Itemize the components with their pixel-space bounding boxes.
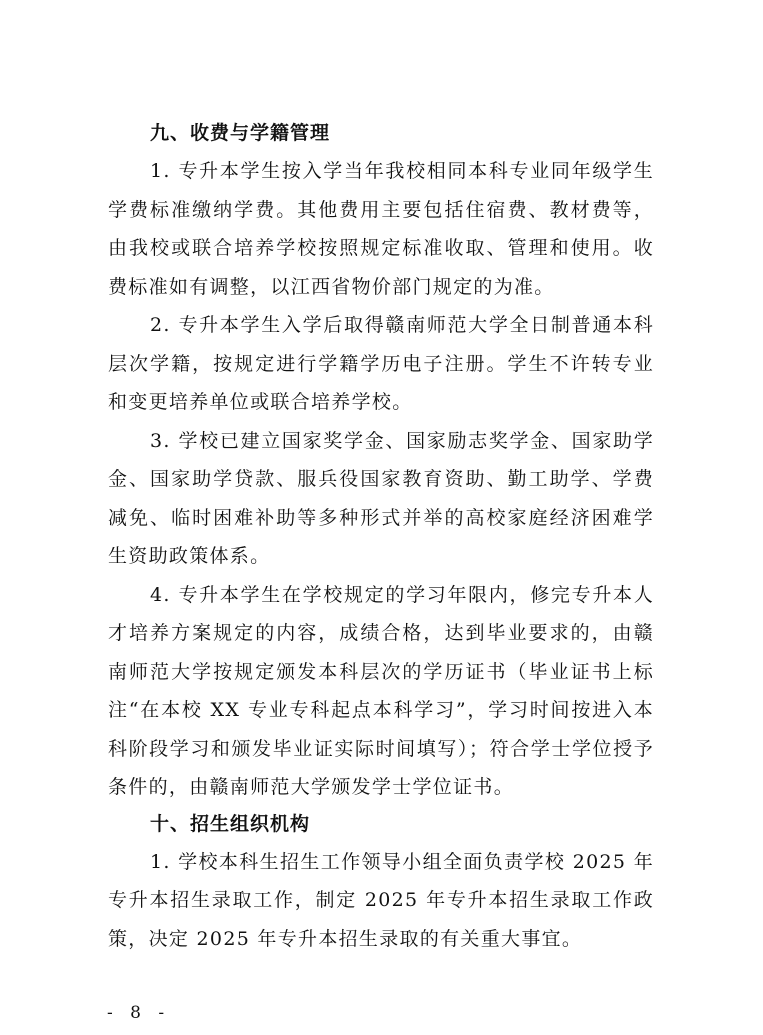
paragraph-admissions-leadership: 1. 学校本科生招生工作领导小组全面负责学校 2025 年专升本招生录取工作，制定 2025 年专升本招生录取工作政策，决定 2025 年专升本招生录取的有关重大事宜。 bbox=[108, 850, 654, 950]
paragraph-graduation-certificate: 4. 专升本学生在学校规定的学习年限内，修完专升本人才培养方案规定的内容，成绩合格，达到毕业要求的，由赣南师范大学按规定颁发本科层次的学历证书（毕业证书上标注“在本校 XX 专业专科起点本科学习”，学习时间按进入本科阶段学习和颁发毕业证实际时间填写）；符合学士学位授予条件的，由赣南师范大学颁发学士学位证书。 bbox=[108, 583, 654, 798]
page-number: - 8 - bbox=[107, 1003, 171, 1023]
paragraph-tuition: 1. 专升本学生按入学当年我校相同本科专业同年级学生学费标准缴纳学费。其他费用主要包括住宿费、教材费等，由我校或联合培养学校按照规定标准收取、管理和使用。收费标准如有调整，以江西省物价部门规定的为准。 bbox=[108, 160, 654, 298]
page-content bbox=[108, 118, 654, 958]
paragraph-student-status: 2. 专升本学生入学后取得赣南师范大学全日制普通本科层次学籍，按规定进行学籍学历电子注册。学生不许转专业和变更培养单位或联合培养学校。 bbox=[108, 314, 654, 413]
paragraph-financial-aid: 3. 学校已建立国家奖学金、国家励志奖学金、国家助学金、国家助学贷款、服兵役国家教育资助、勤工助学、学费减免、临时困难补助等多种形式并举的高校家庭经济困难学生资助政策体系。 bbox=[108, 429, 654, 567]
section-heading-admissions-organization: 十、招生组织机构 bbox=[150, 812, 311, 835]
section-heading-fees-and-enrollment: 九、收费与学籍管理 bbox=[150, 122, 331, 144]
